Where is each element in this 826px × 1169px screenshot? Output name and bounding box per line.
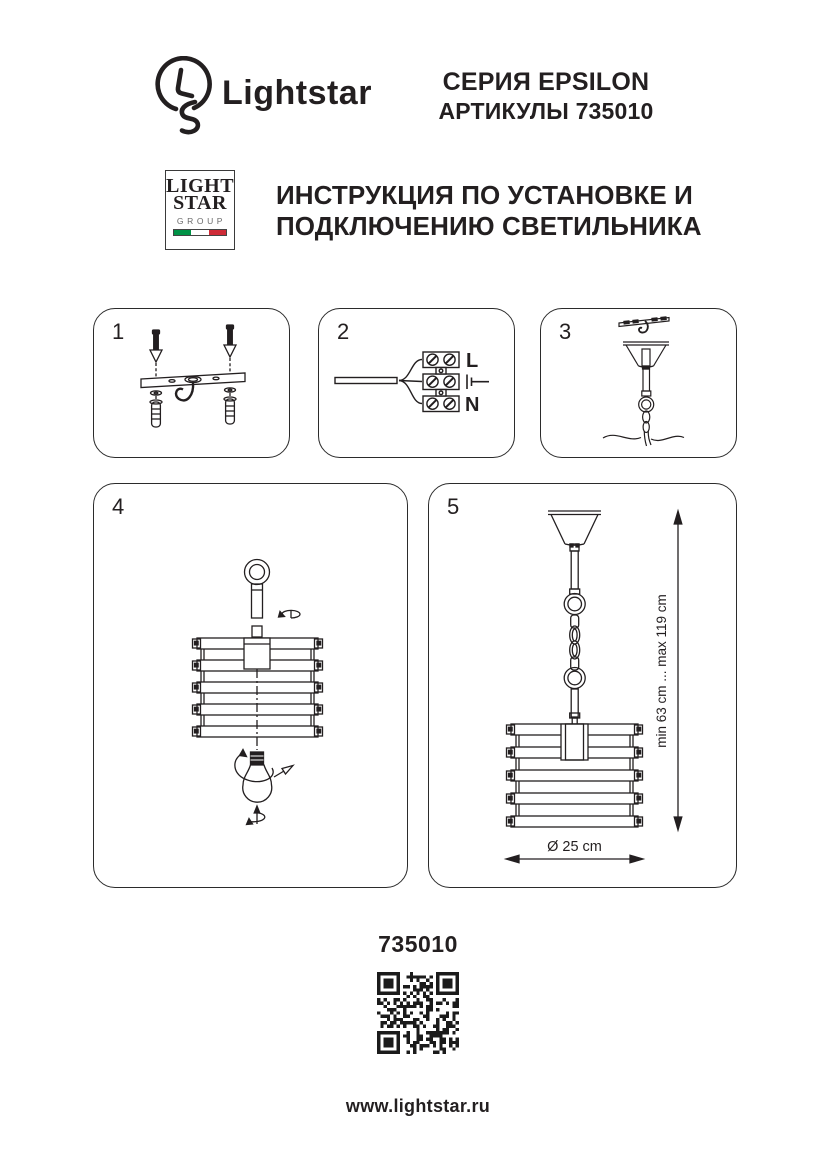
step-1-box [93, 308, 290, 458]
step-3-number: 3 [559, 319, 572, 344]
step-5-box [428, 483, 737, 888]
height-dimension-arrow [674, 511, 682, 830]
neutral-label: N [465, 394, 480, 416]
pull-arrow-icon [274, 766, 293, 778]
terminal-block-diagram [319, 309, 513, 456]
mounting-bracket-diagram [94, 309, 288, 456]
eye-bolt-icon [245, 560, 270, 619]
italian-flag-stripe [173, 229, 227, 236]
lightstar-bulb-icon [154, 56, 220, 150]
series-title: СЕРИЯ EPSILON [442, 68, 650, 96]
shade-assembly-diagram [94, 484, 406, 886]
instruction-title-line2: ПОДКЛЮЧЕНИЮ СВЕТИЛЬНИКА [276, 211, 702, 241]
instruction-title-line1: ИНСТРУКЦИЯ ПО УСТАНОВКЕ И [276, 180, 693, 210]
ceiling-wave-line [603, 435, 641, 439]
step-4-number: 4 [112, 494, 125, 519]
group-logo-star: STAR [173, 192, 227, 214]
terminal-blocks-icon [423, 352, 459, 412]
diameter-dimension-arrow [506, 855, 643, 863]
brand-wordmark: Lightstar [222, 74, 372, 112]
socket-icon [244, 638, 270, 669]
light-bulb-icon [243, 752, 272, 802]
group-logo-group: GROUP [176, 216, 227, 226]
step-2-box [318, 308, 515, 458]
step-4-box [93, 483, 408, 888]
rotate-bulb-icon [247, 806, 265, 825]
articles-title: АРТИКУЛЫ 735010 [438, 98, 654, 124]
cable-icon [335, 378, 397, 384]
lamp-shade-icon [193, 638, 323, 750]
lightstar-group-logo [165, 170, 235, 250]
canopy-chain-diagram [541, 309, 735, 456]
earth-icon [467, 375, 489, 390]
step-1-number: 1 [112, 319, 125, 344]
dimensions-diagram [429, 484, 735, 886]
website-link: www.lightstar.ru [345, 1096, 491, 1116]
diameter-dimension-label: Ø 25 cm [547, 839, 602, 855]
height-dimension-label: min 63 cm ... max 119 cm [654, 594, 669, 748]
chain-icon [564, 594, 585, 689]
step-2-number: 2 [337, 319, 350, 344]
instruction-title [276, 180, 702, 242]
group-logo-light: LIGHT [166, 175, 235, 197]
canopy-icon [548, 511, 601, 551]
footer-article-number: 735010 [378, 931, 458, 957]
canopy-icon [623, 342, 669, 369]
step-3-box [540, 308, 737, 458]
rotate-arrow-icon [279, 610, 300, 618]
qr-code [377, 972, 459, 1054]
step-5-number: 5 [447, 494, 460, 519]
qr-code-image [377, 972, 459, 1054]
live-label: L [466, 350, 479, 372]
lamp-shade-icon [507, 724, 643, 827]
header-titles [418, 68, 674, 126]
